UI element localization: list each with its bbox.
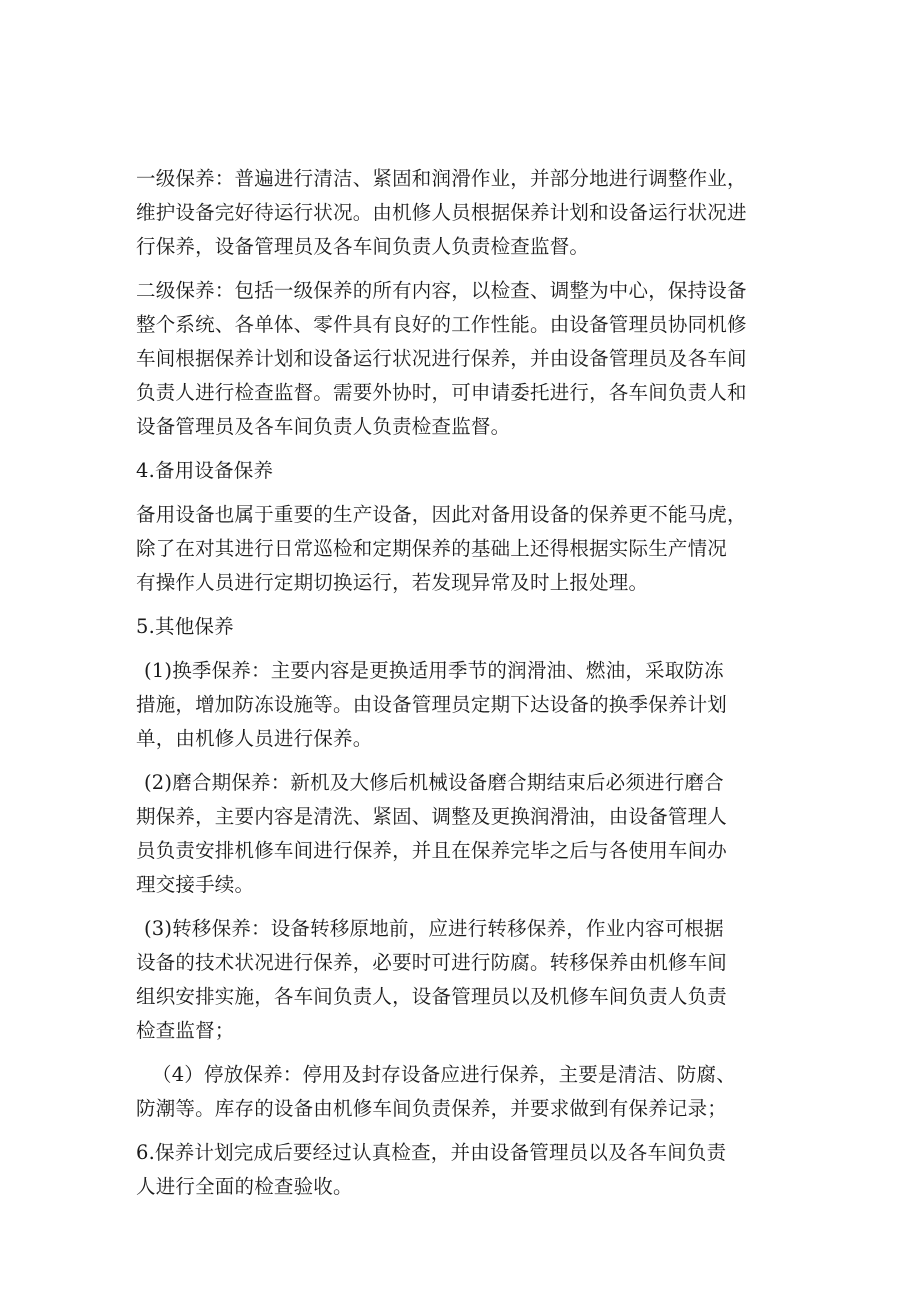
text-line: (2)磨合期保养：新机及大修后机械设备磨合期结束后必须进行磨合 — [144, 771, 724, 794]
paragraph-level-two-maintenance — [136, 274, 796, 444]
document-body — [136, 162, 796, 1214]
text-line: (1)换季保养：主要内容是更换适用季节的润滑油、燃油，采取防冻 — [144, 659, 724, 682]
text-line: 负责人进行检查监督。需要外协时，可申请委托进行，各车间负责人和 — [136, 381, 747, 404]
section-heading-standby-maintenance — [136, 454, 796, 488]
text-line: 设备的技术状况进行保养，必要时可进行防腐。转移保养由机修车间 — [136, 951, 728, 974]
text-line: (3)转移保养：设备转移原地前，应进行转移保养，作业内容可根据 — [144, 917, 724, 940]
text-line: 二级保养：包括一级保养的所有内容，以检查、调整为中心，保持设备 — [136, 279, 747, 302]
text-line: 备用设备也属于重要的生产设备，因此对备用设备的保养更不能马虎， — [136, 503, 747, 526]
text-line: 维护设备完好待运行状况。由机修人员根据保养计划和设备运行状况进 — [136, 201, 747, 224]
paragraph-seasonal-maintenance — [136, 654, 796, 756]
text-line: 6.保养计划完成后要经过认真检查，并由设备管理员以及各车间负责 — [136, 1141, 727, 1164]
paragraph-running-in-maintenance — [136, 766, 796, 902]
text-line: 设备管理员及各车间负责人负责检查监督。 — [136, 415, 511, 438]
text-line: 除了在对其进行日常巡检和定期保养的基础上还得根据实际生产情况 — [136, 537, 728, 560]
section-heading-other-maintenance — [136, 610, 796, 644]
text-line: 单，由机修人员进行保养。 — [136, 727, 373, 750]
text-line: 行保养，设备管理员及各车间负责人负责检查监督。 — [136, 235, 590, 258]
text-line: 检查监督； — [136, 1019, 235, 1042]
text-line: 有操作人员进行定期切换运行，若发现异常及时上报处理。 — [136, 571, 649, 594]
text-line: 防潮等。库存的设备由机修车间负责保养，并要求做到有保养记录； — [136, 1097, 728, 1120]
paragraph-inspection-acceptance — [136, 1136, 796, 1204]
paragraph-standby-equipment — [136, 498, 796, 600]
text-line: 整个系统、各单体、零件具有良好的工作性能。由设备管理员协同机修 — [136, 313, 747, 336]
heading-text: 4.备用设备保养 — [136, 459, 274, 482]
text-line: 员负责安排机修车间进行保养，并且在保养完毕之后与各使用车间办 — [136, 839, 728, 862]
text-line: 车间根据保养计划和设备运行状况进行保养，并由设备管理员及各车间 — [136, 347, 747, 370]
text-line: 理交接手续。 — [136, 873, 255, 896]
paragraph-level-one-maintenance — [136, 162, 796, 264]
text-line: 组织安排实施，各车间负责人，设备管理员以及机修车间负责人负责 — [136, 985, 728, 1008]
heading-text: 5.其他保养 — [136, 615, 234, 638]
text-line: 人进行全面的检查验收。 — [136, 1175, 353, 1198]
text-line: 期保养，主要内容是清洗、紧固、调整及更换润滑油，由设备管理人 — [136, 805, 728, 828]
text-line: （4）停放保养：停用及封存设备应进行保养，主要是清洁、防腐、 — [152, 1063, 736, 1086]
text-line: 措施，增加防冻设施等。由设备管理员定期下达设备的换季保养计划 — [136, 693, 728, 716]
paragraph-storage-maintenance — [136, 1058, 796, 1126]
paragraph-transfer-maintenance — [136, 912, 796, 1048]
text-line: 一级保养：普遍进行清洁、紧固和润滑作业，并部分地进行调整作业， — [136, 167, 747, 190]
